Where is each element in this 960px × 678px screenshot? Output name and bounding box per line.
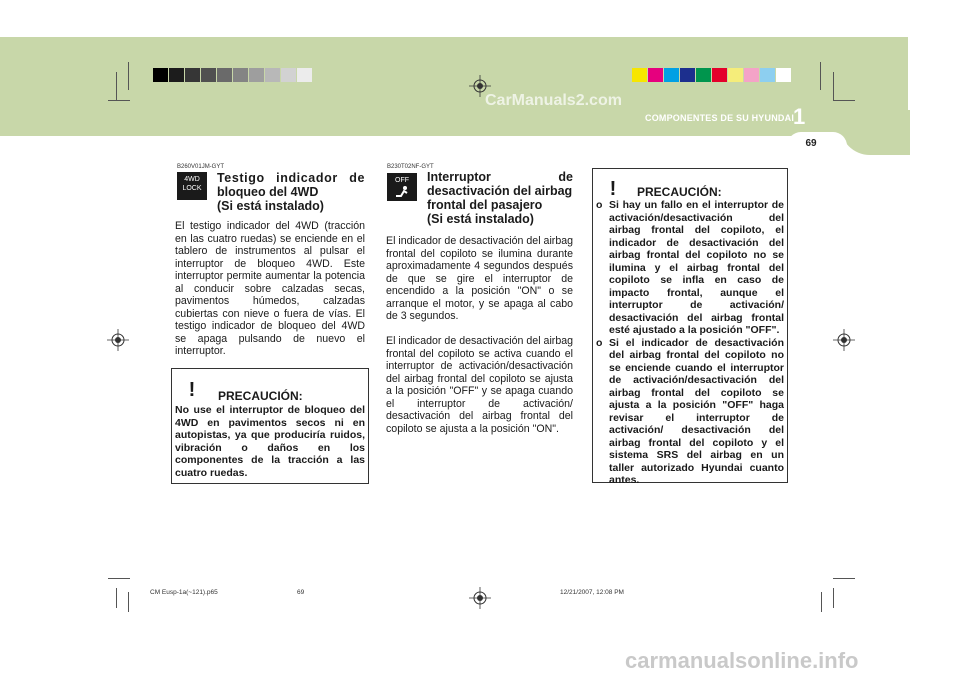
print-swatch [265,68,280,82]
crop-mark [116,588,117,608]
warning-triangle-icon [594,169,632,201]
print-swatch [648,68,663,82]
section-code: B260V01JM-GYT [177,164,225,170]
print-swatch [153,68,168,82]
warning-triangle-icon [173,370,211,402]
warning-item-text: Si hay un fallo en el interruptor de activación/desactivación del airbag frontal del copiloto, el indicador de desactivación del airbag frontal del copiloto no se ilumina y el airbag frontal del copiloto se infla en caso de impacto frontal, aunque el interruptor de activación/ desactivación del airbag frontal esté ajustado a la posición "OFF". [609,199,784,336]
color-swatch-strip [632,68,792,82]
print-swatch [185,68,200,82]
heading-line: Interruptor de [427,170,573,184]
registration-mark-icon [833,329,855,351]
header-band-curve [840,110,910,155]
heading-line: bloqueo del 4WD [217,185,319,199]
crop-mark [108,578,130,579]
crop-mark [128,592,129,612]
chapter-number: 1 [793,104,806,129]
warning-list-item [596,199,784,337]
airbag-description-2: El indicador de desactivación del airbag frontal del copiloto se activa cuando el interruptor de activación/desactivación del airbag frontal del copiloto se ajusta a la posición "OFF" y se apaga cuando el interruptor de activación/ desactivación del airbag frontal del copiloto se ajusta a la posición "ON". [386,335,573,435]
4wd-lock-icon-line2: LOCK [182,185,202,192]
print-swatch [760,68,775,82]
svg-text:!: ! [609,178,617,200]
warning-text-4wd: No use el interruptor de bloqueo del 4WD en pavimentos secos ni en autopistas, ya que produciría ruidos, vibración o daños en los componentes de la tracción a las cuatro ruedas. [175,404,365,479]
4wd-lock-icon-line1: 4WD [184,176,200,183]
chapter-title: COMPONENTES DE SU HYUNDAI [645,113,795,123]
print-swatch [728,68,743,82]
registration-mark-icon [107,329,129,351]
footer-date: 12/21/2007, 12:08 PM [560,589,624,596]
print-swatch [201,68,216,82]
print-swatch [249,68,264,82]
heading-line: frontal del pasajero [427,198,543,212]
warning-list-airbag [596,199,784,487]
airbag-off-icon-label: OFF [395,177,409,184]
section-code: B230T02NF-GYT [387,164,434,170]
print-swatch [696,68,711,82]
airbag-description-1: El indicador de desactivación del airbag frontal del copiloto se ilumina durante aproximadamente 4 segundos después de que se gire el interruptor de encendido a la posición "ON" o se arranque el motor, y se apaga al cabo de 3 segundos. [386,235,573,322]
watermark: carmanualsonline.info [625,648,859,673]
crop-mark [833,578,855,579]
svg-text:!: ! [188,379,196,401]
print-swatch [632,68,647,82]
crop-mark [820,62,821,90]
crop-mark [116,72,117,100]
print-swatch [664,68,679,82]
print-swatch [776,68,791,82]
print-swatch [744,68,759,82]
print-swatch [281,68,296,82]
seated-passenger-icon [393,185,411,197]
print-swatch [297,68,312,82]
bullet: o [596,199,603,211]
crop-mark [821,592,822,612]
4wd-lock-icon [177,172,207,200]
warning-list-item [596,337,784,487]
crop-mark [833,588,834,608]
heading-line: desactivación del airbag [427,184,573,198]
print-swatch [680,68,695,82]
gray-swatch-strip [153,68,313,82]
heading-line: (Si está instalado) [427,212,534,226]
section-heading-4wd [217,171,365,213]
warning-title: PRECAUCIÓN: [218,389,303,403]
crop-mark [128,62,129,90]
crop-mark [833,72,834,100]
print-swatch [217,68,232,82]
section-heading-airbag [427,170,573,226]
page-number: 69 [805,138,817,149]
airbag-off-icon [387,173,417,201]
crop-mark [108,100,130,101]
warning-item-text: Si el indicador de desactivación del airbag frontal del copiloto no se enciende cuando el interruptor de activación/desactivación del airbag frontal del copiloto se ajusta a la posición "OFF" haga revisar el interruptor de activación/ desactivación del airbag frontal del copiloto y el sistema SRS del airbag en un taller autorizado Hyundai cuanto antes. [609,336,784,486]
registration-mark-icon [469,587,491,609]
4wd-description: El testigo indicador del 4WD (tracción en las cuatro ruedas) se enciende en el tablero de instrumentos al pulsar el interruptor de bloqueo 4WD. Este interruptor permite aumentar la potencia al conducir sobre calzadas secas, pavimentos húmedos, calzadas cubiertas con nieve o fuera de vías. El testigo indicador de bloqueo del 4WD se apaga pulsando de nuevo el interruptor. [175,220,365,357]
print-swatch [712,68,727,82]
site-logo[interactable]: CarManuals2.com [485,92,622,109]
warning-title: PRECAUCIÓN: [637,185,722,199]
footer-page: 69 [297,589,305,596]
footer-filename: CM Eusp-1a(~121).p65 [150,589,218,596]
registration-mark-icon [469,75,491,97]
print-swatch [233,68,248,82]
bullet: o [596,336,603,349]
heading-line: Testigo indicador de [217,171,365,185]
crop-mark [833,100,855,101]
print-swatch [169,68,184,82]
heading-line: (Si está instalado) [217,199,324,213]
